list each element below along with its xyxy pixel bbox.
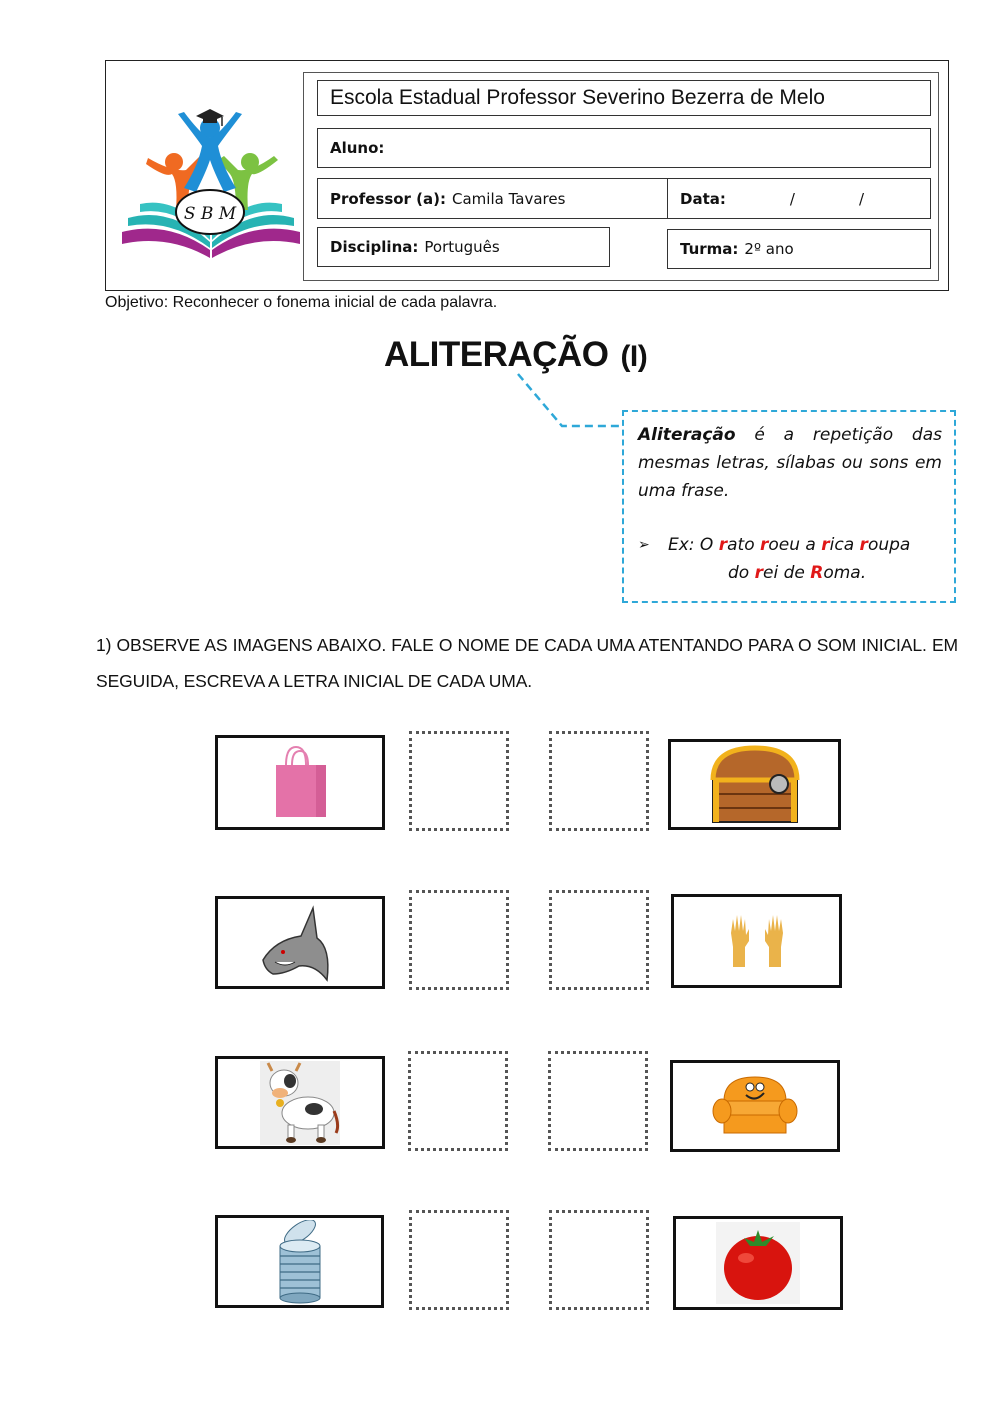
student-label: Aluno: [330,139,385,157]
definition-term: Aliteração [638,425,736,445]
title-main: ALITERAÇÃO [384,335,609,374]
subject-value: Português [424,238,500,256]
example-text: ica [829,535,860,555]
date-slash-2: / [858,189,864,208]
cow-icon [260,1061,340,1145]
teacher-value: Camila Tavares [452,189,566,208]
image-card-shark [215,896,385,989]
image-card-tomato [673,1216,843,1310]
example-line-2 [638,559,942,587]
example-text: oeu a [768,535,822,555]
definition-text [638,421,942,505]
tomato-icon [716,1222,800,1304]
image-card-treasure-chest [668,739,841,830]
school-logo [118,100,304,262]
alliteration-highlight: r [760,535,769,555]
definition-body: é a repetição das mesmas letras, sílabas ou sons em uma frase. [638,425,942,501]
tin-can-icon [272,1220,328,1304]
treasure-chest-icon [707,744,803,826]
answer-box-4-right[interactable] [549,1210,649,1310]
example-text: oma. [823,563,867,583]
image-card-sofa [670,1060,840,1152]
answer-box-2-right[interactable] [549,890,649,990]
definition-callout [622,410,956,603]
teacher-field [317,178,668,219]
shark-icon [255,902,345,984]
school-name [317,80,931,116]
answer-box-3-right[interactable] [548,1051,648,1151]
logo-text: S B M [183,204,237,224]
alliteration-highlight: r [718,535,728,555]
subject-label: Disciplina: [330,238,419,256]
image-card-pink-bag [215,735,385,830]
student-name-field[interactable] [317,128,931,168]
answer-box-3-left[interactable] [408,1051,508,1151]
date-slash-1: / [789,189,795,208]
example-text: ato [727,535,760,555]
example-line-1 [668,531,910,559]
image-card-gloves [671,894,842,988]
image-card-cow [215,1056,385,1149]
alliteration-highlight: r [754,563,763,583]
title-sub: (I) [620,340,648,373]
teacher-label: Professor (a): [330,189,447,208]
answer-box-4-left[interactable] [409,1210,509,1310]
class-field [667,229,931,269]
objective-text: Objetivo: Reconhecer o fonema inicial de cada palavra. [105,294,498,311]
subject-field [317,227,610,267]
class-value: 2º ano [744,240,794,258]
example-text: Ex: O [668,535,719,555]
date-field[interactable] [667,178,931,219]
alliteration-highlight: r [821,535,830,555]
class-label: Turma: [680,240,739,258]
image-card-tin-can [215,1215,384,1308]
shopping-bag-icon [260,743,340,823]
example-text: do [728,563,755,583]
answer-box-2-left[interactable] [409,890,509,990]
answer-box-1-right[interactable] [549,731,649,831]
school-name-text: Escola Estadual Professor Severino Bezerra de Melo [330,86,825,109]
example-text: ei de [763,563,811,583]
page-title [384,335,647,375]
sofa-icon [710,1071,800,1141]
bullet-arrow-icon: ➢ [638,537,650,553]
gloves-icon [727,913,787,969]
example-text: oupa [867,535,911,555]
alliteration-highlight: R [810,563,824,583]
answer-box-1-left[interactable] [409,731,509,831]
exercise-instruction: 1) OBSERVE AS IMAGENS ABAIXO. FALE O NOME DE CADA UMA ATENTANDO PARA O SOM INICIAL. EM SEGUIDA, ESCREVA A LETRA INICIAL DE CADA UMA. [96,635,958,691]
alliteration-highlight: r [859,535,868,555]
date-label: Data: [680,189,726,208]
example-block [638,531,942,559]
callout-connector [510,372,625,432]
